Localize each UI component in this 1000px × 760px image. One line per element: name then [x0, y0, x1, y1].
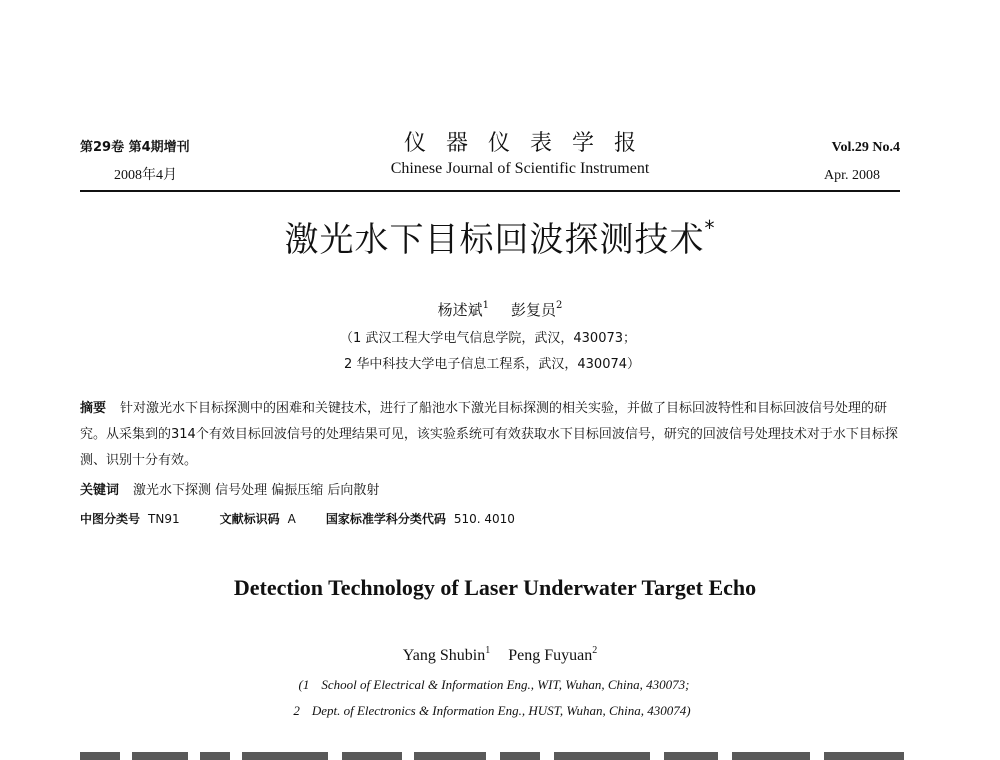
affiliation-en-1-text: School of Electrical & Information Eng., WIT, Wuhan, China, 430073; — [321, 677, 690, 692]
volume-en: Vol.29 No.4 — [831, 140, 900, 155]
journal-header — [80, 131, 900, 196]
abstract-cn-paragraph — [80, 396, 910, 474]
author-cn-1: 杨述斌 — [437, 301, 483, 319]
cut-off-text-line — [80, 748, 910, 760]
affiliation-en-2-text: Dept. of Electronics & Information Eng., HUST, Wuhan, China, 430074) — [311, 703, 691, 718]
keywords-cn-label: 关键词 — [80, 483, 120, 498]
date-cn: 2008年4月 — [114, 168, 177, 183]
author-cn-1-mark: 1 — [482, 300, 489, 311]
abstract-cn — [80, 396, 910, 474]
author-cn-2-mark: 2 — [556, 300, 563, 311]
paper-title-cn — [0, 218, 1000, 262]
affiliation-en-1-num: (1 — [298, 677, 310, 692]
nsc-value: 510. 4010 — [453, 512, 515, 526]
keywords-cn — [80, 482, 379, 500]
abstract-cn-text: 针对激光水下目标探测中的困难和关键技术，进行了船池水下激光目标探测的相关实验，并做了目标回波特性和目标回波信号处理的研究。从采集到的314个有效目标回波信号的处理结果可见，该实验系统可有效获取水下目标回波信号，研究的回波信号处理技术对于水下目标探测、识别十分有效。 — [80, 401, 898, 468]
author-en-1-mark: 1 — [485, 645, 491, 656]
clc-value: TN91 — [148, 512, 180, 526]
author-en-2: Peng Fuyuan — [508, 647, 593, 664]
authors-cn — [0, 300, 1000, 320]
classification-line — [80, 510, 515, 528]
affiliation-en-2-num: 2 — [293, 703, 300, 718]
affiliation-cn-2: 2 华中科技大学电子信息工程系，武汉，430074） — [343, 357, 641, 372]
affiliation-cn-1: （1 武汉工程大学电气信息学院，武汉，430073； — [339, 331, 637, 346]
keywords-cn-text: 激光水下探测 信号处理 偏振压缩 后向散射 — [133, 483, 380, 498]
doc-code-label: 文献标识码 — [219, 512, 280, 526]
paper-title-en: Detection Technology of Laser Underwater Target Echo — [233, 575, 757, 600]
header-center — [300, 131, 740, 178]
date-en: Apr. 2008 — [824, 168, 880, 183]
author-en-2-mark: 2 — [592, 645, 598, 656]
authors-en — [0, 646, 1000, 666]
header-divider — [80, 190, 900, 192]
journal-name-en: Chinese Journal of Scientific Instrument — [390, 160, 650, 177]
clc-label: 中图分类号 — [80, 512, 141, 526]
nsc-label: 国家标准学科分类代码 — [325, 512, 446, 526]
affiliation-en-2 — [0, 702, 992, 720]
abstract-cn-label: 摘要 — [80, 401, 107, 416]
author-cn-2: 彭复员 — [511, 301, 557, 319]
title-cn-text: 激光水下目标回波探测技术 — [284, 220, 705, 260]
title-footnote-marker: * — [704, 216, 716, 240]
journal-name-cn: 仪器仪表学报 — [403, 131, 656, 156]
header-left — [80, 140, 300, 184]
author-en-1: Yang Shubin — [402, 647, 486, 664]
affiliation-en-1 — [0, 676, 994, 694]
doc-code-value: A — [287, 512, 296, 526]
volume-cn: 第29卷 第4期增刊 — [80, 140, 190, 155]
header-right — [740, 140, 900, 184]
